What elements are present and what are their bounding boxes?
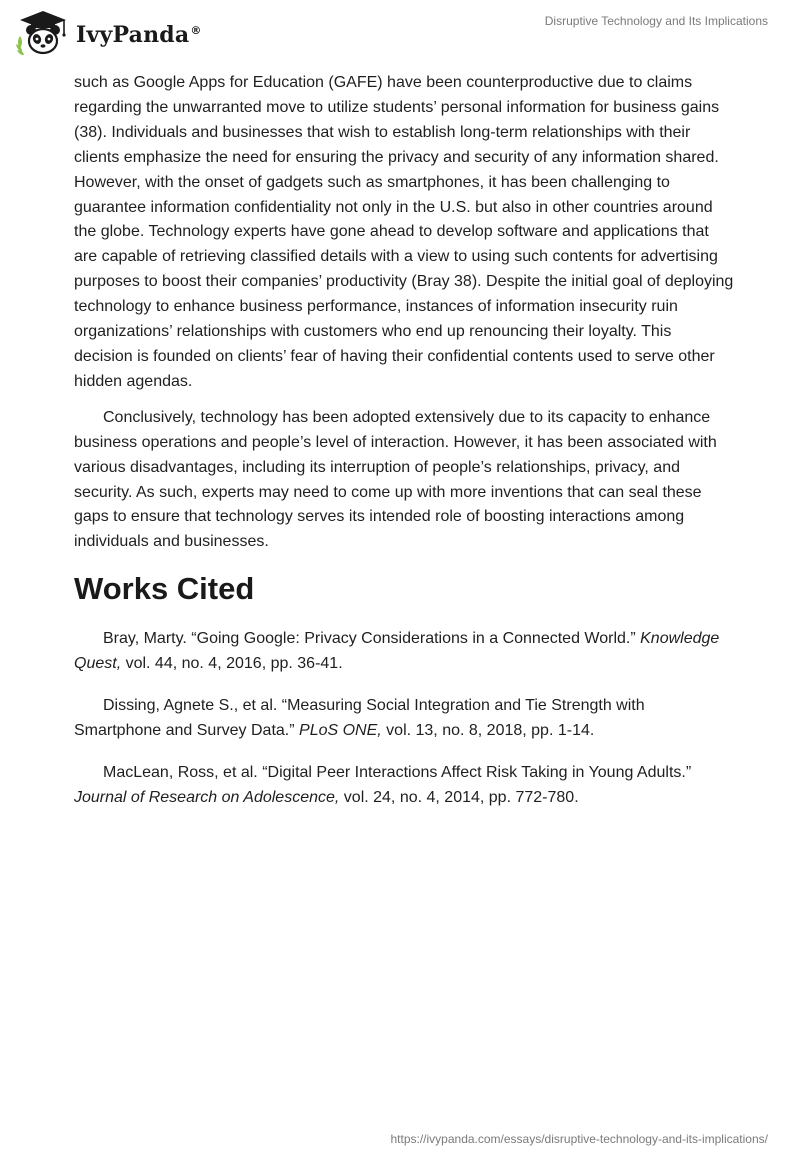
ivypanda-logo[interactable] (14, 8, 202, 58)
body-paragraph-2: Conclusively, technology has been adopted extensively due to its capacity to enhance business operations and people’s level of interaction. However, it has been associated with various disadvantages, including its interruption of people’s relationships, privacy, and security. As such, experts may need to come up with more inventions that can seal these gaps to ensure that technology serves its intended role of boosting interactions among individuals and businesses. (74, 408, 717, 551)
citation-details: vol. 13, no. 8, 2018, pp. 1-14. (381, 721, 595, 739)
panda-graduate-icon (14, 8, 72, 58)
citation-entry (74, 761, 734, 811)
citation-details: vol. 24, no. 4, 2014, pp. 772-780. (339, 788, 579, 806)
registered-mark: ® (190, 23, 202, 37)
citation-source: PLoS ONE, (299, 721, 382, 739)
citation-details: vol. 44, no. 4, 2016, pp. 36-41. (121, 655, 343, 673)
essay-content (74, 71, 734, 828)
citation-text: MacLean, Ross, et al. “Digital Peer Interactions Affect Risk Taking in Young Adults.” (103, 763, 692, 781)
document-title: Disruptive Technology and Its Implications (544, 14, 768, 28)
citation-entry (74, 627, 734, 677)
citation-source: Knowledge Quest, (74, 630, 720, 673)
logo-wordmark (76, 22, 202, 48)
citation-text: Dissing, Agnete S., et al. “Measuring Social Integration and Tie Strength with Smartphone and Survey Data.” (74, 697, 645, 739)
brand-name: IvyPanda (76, 22, 190, 48)
page-header (0, 0, 800, 70)
works-cited-heading: Works Cited (74, 571, 255, 607)
citation-entry (74, 694, 734, 744)
citation-source: Journal of Research on Adolescence, (74, 788, 340, 806)
source-url-link[interactable]: https://ivypanda.com/essays/disruptive-technology-and-its-implications/ (390, 1132, 768, 1146)
body-paragraph-1: such as Google Apps for Education (GAFE) have been counterproductive due to claims regarding the unwarranted move to utilize students’ personal information for business gains (38). Individuals and businesses that wish to establish long-term relationships with their clients emphasize the need for ensuring the privacy and security of any information shared. However, with the onset of gadgets such as smartphones, it has been challenging to guarantee information confidentiality not only in the U.S. but also in other countries around the globe. Technology experts have gone ahead to develop software and applications that are capable of retrieving classified details with a view to using such contents for advertising purposes to boost their companies’ productivity (Bray 38). Despite the initial goal of deploying technology to enhance business performance, instances of information insecurity ruin organizations’ relationships with customers who end up renouncing their loyalty. This decision is founded on clients’ fear of having their confidential contents used to serve other hidden agendas. (74, 74, 734, 390)
citation-text: Bray, Marty. “Going Google: Privacy Considerations in a Connected World.” (103, 630, 641, 648)
